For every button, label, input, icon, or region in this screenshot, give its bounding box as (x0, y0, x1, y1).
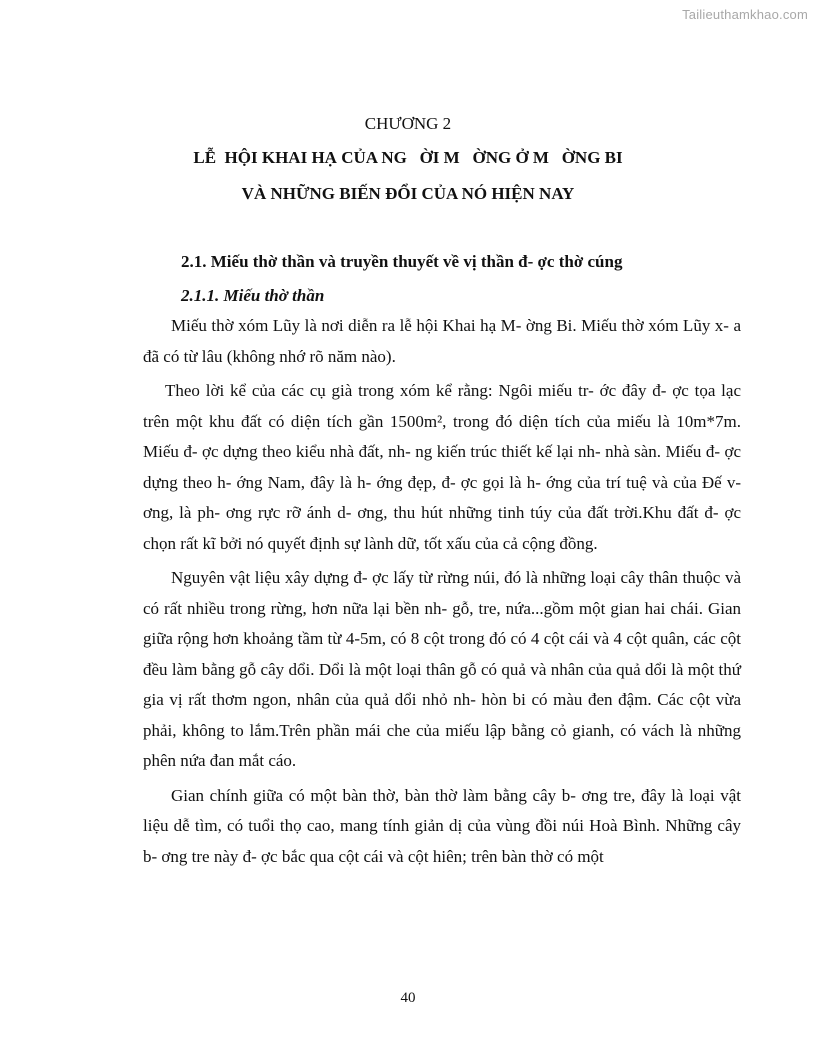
chapter-label: CHƯƠNG 2 (364, 114, 452, 133)
paragraph: Miếu thờ xóm Lũy là nơi diễn ra lễ hội Khai hạ M- ờng Bi. Miếu thờ xóm Lũy x- a đã có từ lâu (không nhớ rõ năm nào). (143, 316, 741, 366)
chapter-title-line-1: LỄ HỘI KHAI HẠ CỦA NG ỜI M ỜNG Ở M ỜNG BI (193, 148, 623, 167)
section-heading: 2.1. Miếu thờ thần và truyền thuyết về vị thần đ- ợc thờ cúng (181, 252, 623, 271)
subsection-heading: 2.1.1. Miếu thờ thần (181, 286, 325, 305)
chapter-title-line-2: VÀ NHỮNG BIẾN ĐỔI CỦA NÓ HIỆN NAY (241, 184, 575, 203)
paragraph: Theo lời kể của các cụ già trong xóm kể rằng: Ngôi miếu tr- ớc đây đ- ợc tọa lạc trên một khu đất có diện tích gần 1500m², trong đó diện tích của miếu là 10m*7m. Miếu đ- ợc dựng theo kiểu nhà đất, nh- ng kiến trúc thiết kế lại nh- nhà sàn. Miếu đ- ợc dựng theo h- ớng Nam, đây là h- ớng đẹp, đ- ợc gọi là h- ớng của trí tuệ và của Đế v- ơng, là ph- ơng rực rỡ ánh d- ơng, thu hút những tinh túy của đất trời.Khu đất đ- ợc chọn rất kĩ bởi nó quyết định sự lành dữ, tốt xấu của cả cộng đồng. (143, 381, 741, 553)
page-number: 40 (400, 990, 416, 1006)
body-text (143, 311, 741, 876)
watermark: Tailieuthamkhao.com (682, 7, 808, 22)
paragraph: Nguyên vật liệu xây dựng đ- ợc lấy từ rừng núi, đó là những loại cây thân thuộc và có rất nhiều trong rừng, hơn nữa lại bền nh- gỗ, tre, nứa...gồm một gian hai chái. Gian giữa rộng hơn khoảng tầm từ 4-5m, có 8 cột trong đó có 4 cột cái và 4 cột quân, các cột đều làm bằng gỗ cây dổi. Dổi là một loại thân gỗ có quả và nhân của quả dổi là một thứ gia vị rất thơm ngon, nhân của quả dổi nhỏ nh- hòn bi có màu đen đậm. Các cột vừa phải, không to lắm.Trên phần mái che của miếu lập bằng cỏ gianh, có vách là những phên nứa đan mắt cáo. (143, 568, 741, 770)
paragraph: Gian chính giữa có một bàn thờ, bàn thờ làm bằng cây b- ơng tre, đây là loại vật liệu dễ tìm, có tuổi thọ cao, mang tính giản dị của vùng đồi núi Hoà Bình. Những cây b- ơng tre này đ- ợc bắc qua cột cái và cột hiên; trên bàn thờ có một (143, 785, 741, 866)
